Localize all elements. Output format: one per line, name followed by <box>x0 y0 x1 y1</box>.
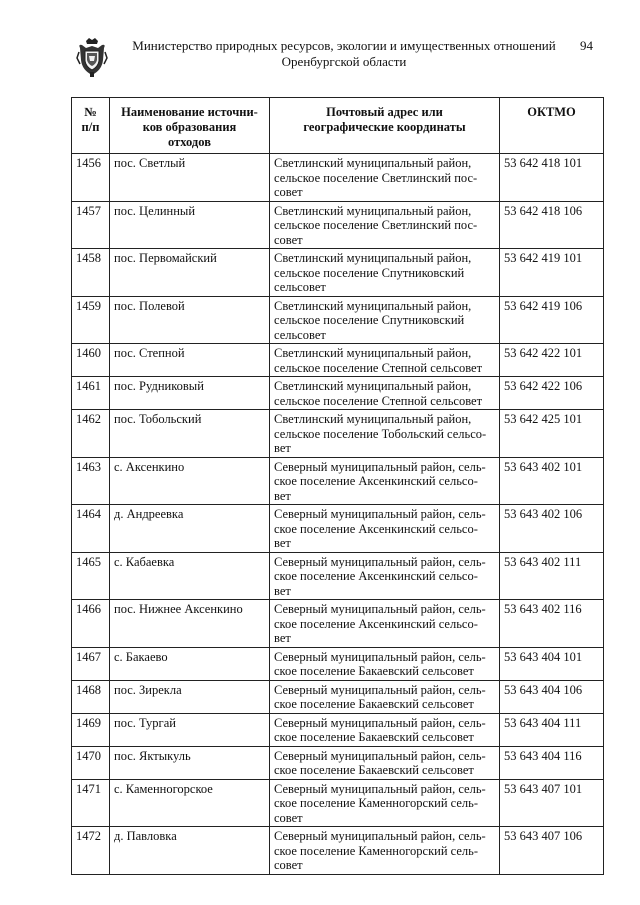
address-line: ское поселение Каменногорский сель- <box>274 796 478 810</box>
address-cell <box>270 377 500 410</box>
address-cell <box>270 746 500 779</box>
source-name: пос. Рудниковый <box>110 377 270 410</box>
address-line: Светлинский муниципальный район, <box>274 412 472 426</box>
source-name: пос. Зирекла <box>110 680 270 713</box>
table-row <box>72 505 604 553</box>
address-line: ское поселение Бакаевский сельсовет <box>274 664 474 678</box>
address-line: вет <box>274 631 291 645</box>
address-line: сельсовет <box>274 327 326 342</box>
address-line: ское поселение Бакаевский сельсовет <box>274 763 474 777</box>
address-line: Северный муниципальный район, сель- <box>274 682 486 697</box>
address-cell <box>270 779 500 827</box>
oktmo-code: 53 643 404 116 <box>500 746 604 779</box>
table-row <box>72 457 604 505</box>
source-name: пос. Светлый <box>110 154 270 202</box>
row-number: 1464 <box>72 505 110 553</box>
row-number: 1467 <box>72 647 110 680</box>
oktmo-code: 53 642 418 101 <box>500 154 604 202</box>
address-cell <box>270 713 500 746</box>
table-row <box>72 827 604 875</box>
address-cell <box>270 552 500 600</box>
table-row <box>72 344 604 377</box>
table-row <box>72 552 604 600</box>
address-line: ское поселение Аксенкинский сельсо- <box>274 616 478 631</box>
row-number: 1472 <box>72 827 110 875</box>
row-number: 1459 <box>72 296 110 344</box>
table-row <box>72 600 604 648</box>
source-name: пос. Целинный <box>110 201 270 249</box>
oktmo-code: 53 643 404 101 <box>500 647 604 680</box>
waste-sources-table <box>71 97 604 875</box>
column-header-oktmo: ОКТМО <box>500 98 604 154</box>
oktmo-code: 53 643 402 111 <box>500 552 604 600</box>
row-number: 1466 <box>72 600 110 648</box>
address-line: сельское поселение Степной сельсовет <box>274 360 483 375</box>
source-name: д. Андреевка <box>110 505 270 553</box>
row-number: 1469 <box>72 713 110 746</box>
oktmo-code: 53 642 422 106 <box>500 377 604 410</box>
table-row <box>72 201 604 249</box>
address-cell <box>270 154 500 202</box>
row-number: 1465 <box>72 552 110 600</box>
column-header-number: № п/п <box>72 98 110 154</box>
source-name: пос. Тобольский <box>110 410 270 458</box>
address-line: совет <box>274 232 303 247</box>
address-line: вет <box>274 488 291 503</box>
address-cell <box>270 680 500 713</box>
oktmo-code: 53 642 422 101 <box>500 344 604 377</box>
column-header-address: Почтовый адрес или географические координаты <box>270 98 500 154</box>
row-number: 1468 <box>72 680 110 713</box>
address-line: совет <box>274 810 303 825</box>
address-line: Северный муниципальный район, сель- <box>274 715 486 730</box>
table-row <box>72 713 604 746</box>
address-line: сельсовет <box>274 280 326 294</box>
row-number: 1461 <box>72 377 110 410</box>
source-name: пос. Степной <box>110 344 270 377</box>
source-name: пос. Нижнее Аксенкино <box>110 600 270 648</box>
address-line: сельское поселение Светлинский пос- <box>274 218 478 232</box>
page-number: 94 <box>580 38 593 53</box>
oktmo-code: 53 642 419 101 <box>500 249 604 297</box>
address-line: Северный муниципальный район, сель- <box>274 829 486 843</box>
address-line: сельское поселение Степной сельсовет <box>274 393 483 408</box>
source-name: с. Кабаевка <box>110 552 270 600</box>
address-line: сельское поселение Спутниковский <box>274 265 465 280</box>
address-line: Светлинский муниципальный район, <box>274 156 472 170</box>
table-row <box>72 377 604 410</box>
address-line: Светлинский муниципальный район, <box>274 379 472 393</box>
oktmo-code: 53 643 407 106 <box>500 827 604 875</box>
row-number: 1471 <box>72 779 110 827</box>
table-row <box>72 296 604 344</box>
row-number: 1470 <box>72 746 110 779</box>
oktmo-code: 53 642 419 106 <box>500 296 604 344</box>
address-line: Северный муниципальный район, сель- <box>274 649 486 664</box>
address-line: Северный муниципальный район, сель- <box>274 748 486 763</box>
address-line: Северный муниципальный район, сель- <box>274 602 486 616</box>
oktmo-code: 53 643 404 111 <box>500 713 604 746</box>
table-row <box>72 680 604 713</box>
header-line-region: Оренбургской области <box>281 54 407 69</box>
source-name: пос. Яктыкуль <box>110 746 270 779</box>
address-line: ское поселение Каменногорский сель- <box>274 843 478 858</box>
source-name: с. Аксенкино <box>110 457 270 505</box>
address-cell <box>270 457 500 505</box>
table-row <box>72 779 604 827</box>
source-name: с. Бакаево <box>110 647 270 680</box>
row-number: 1460 <box>72 344 110 377</box>
oktmo-code: 53 643 402 106 <box>500 505 604 553</box>
header-line-ministry: Министерство природных ресурсов, экологии и имущественных отношений <box>132 38 556 53</box>
address-line: ское поселение Бакаевский сельсовет <box>274 730 474 744</box>
address-cell <box>270 600 500 648</box>
address-line: вет <box>274 536 291 550</box>
row-number: 1458 <box>72 249 110 297</box>
address-cell <box>270 410 500 458</box>
address-line: Светлинский муниципальный район, <box>274 346 472 360</box>
address-line: сельское поселение Светлинский пос- <box>274 170 478 185</box>
oktmo-code: 53 643 402 101 <box>500 457 604 505</box>
address-cell <box>270 505 500 553</box>
address-cell <box>270 827 500 875</box>
table-row <box>72 249 604 297</box>
oktmo-code: 53 643 404 106 <box>500 680 604 713</box>
address-line: ское поселение Аксенкинский сельсо- <box>274 569 478 583</box>
address-line: вет <box>274 583 291 598</box>
address-line: совет <box>274 858 303 872</box>
address-cell <box>270 647 500 680</box>
orenburg-coat-of-arms-icon <box>76 36 108 78</box>
address-line: ское поселение Аксенкинский сельсо- <box>274 521 478 536</box>
address-line: Северный муниципальный район, сель- <box>274 459 486 474</box>
table-row <box>72 746 604 779</box>
address-line: Северный муниципальный район, сель- <box>274 554 486 569</box>
address-line: ское поселение Аксенкинский сельсо- <box>274 474 478 488</box>
oktmo-code: 53 642 418 106 <box>500 201 604 249</box>
oktmo-code: 53 643 407 101 <box>500 779 604 827</box>
address-line: совет <box>274 185 303 199</box>
address-cell <box>270 201 500 249</box>
document-header <box>128 38 560 70</box>
address-cell <box>270 344 500 377</box>
address-line: вет <box>274 441 291 455</box>
address-line: сельское поселение Спутниковский <box>274 313 465 327</box>
source-name: д. Павловка <box>110 827 270 875</box>
address-line: Северный муниципальный район, сель- <box>274 507 486 521</box>
row-number: 1457 <box>72 201 110 249</box>
address-line: ское поселение Бакаевский сельсовет <box>274 697 474 711</box>
address-cell <box>270 296 500 344</box>
table-body <box>72 154 604 875</box>
address-line: Северный муниципальный район, сель- <box>274 781 486 796</box>
source-name: пос. Полевой <box>110 296 270 344</box>
address-line: Светлинский муниципальный район, <box>274 203 472 218</box>
address-line: сельское поселение Тобольский сельсо- <box>274 426 487 441</box>
table-row <box>72 647 604 680</box>
oktmo-code: 53 643 402 116 <box>500 600 604 648</box>
source-name: с. Каменногорское <box>110 779 270 827</box>
row-number: 1463 <box>72 457 110 505</box>
table-row <box>72 154 604 202</box>
source-name: пос. Первомайский <box>110 249 270 297</box>
address-cell <box>270 249 500 297</box>
address-line: Светлинский муниципальный район, <box>274 251 472 265</box>
table-header-row <box>72 98 604 154</box>
oktmo-code: 53 642 425 101 <box>500 410 604 458</box>
row-number: 1456 <box>72 154 110 202</box>
column-header-source-name: Наименование источни- ков образования отходов <box>110 98 270 154</box>
source-name: пос. Тургай <box>110 713 270 746</box>
row-number: 1462 <box>72 410 110 458</box>
address-line: Светлинский муниципальный район, <box>274 298 472 313</box>
table-row <box>72 410 604 458</box>
